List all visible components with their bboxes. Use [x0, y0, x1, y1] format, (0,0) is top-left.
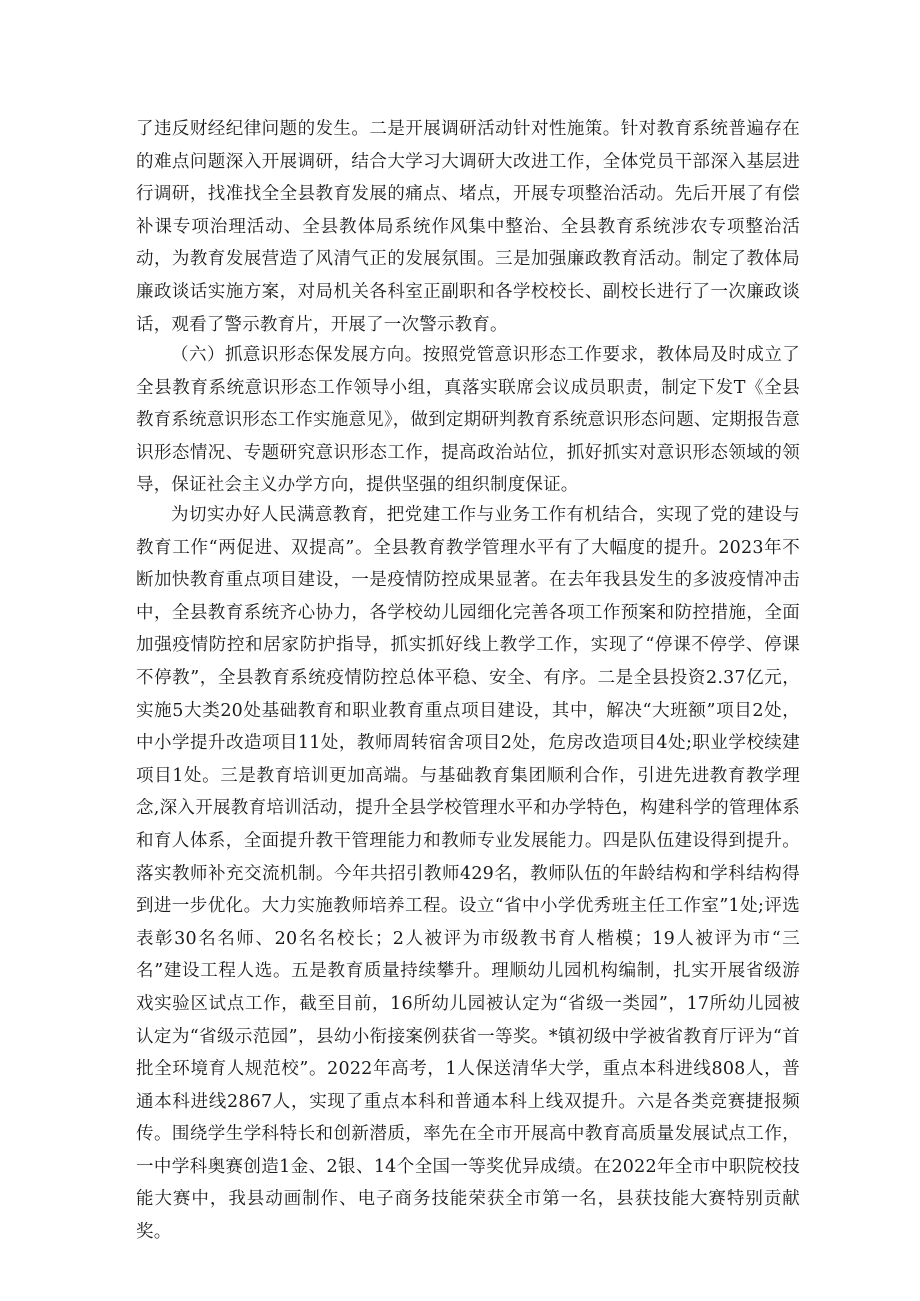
- paragraph-continuation: 了违反财经纪律问题的发生。二是开展调研活动针对性施策。针对教育系统普遍存在的难点问题深入开展调研，结合大学习大调研大改进工作，全体党员干部深入基层进行调研，找准找全全县教育发展的痛点、堵点，开展专项整治活动。先后开展了有偿补课专项治理活动、全县教体局系统作风集中整治、全县教育系统涉农专项整治活动，为教育发展营造了风清气正的发展氛围。三是加强廉政教育活动。制定了教体局廉政谈话实施方案，对局机关各科室正副职和各学校校长、副校长进行了一次廉政谈话，观看了警示教育片，开展了一次警示教育。: [136, 119, 800, 335]
- paragraph-ideology-work: （六）抓意识形态保发展方向。按照党管意识形态工作要求，教体局及时成立了全县教育系统意识形态工作领导小组，真落实联席会议成员职责，制定下发T《全县教育系统意识形态工作实施意见》，做到定期研判教育系统意识形态问题、定期报告意识形态情况、专题研究意识形态工作，提高政治站位，抓好抓实对意识形态领域的领导，保证社会主义办学方向，提供坚强的组织制度保证。: [136, 345, 800, 496]
- paragraph-education-achievements: 为切实办好人民满意教育，把党建工作与业务工作有机结合，实现了党的建设与教育工作“两促进、双提高”。全县教育教学管理水平有了大幅度的提升。2023年不断加快教育重点项目建设，一是疫情防控成果显著。在去年我县发生的多波疫情冲击中，全县教育系统齐心协力，各学校幼儿园细化完善各项工作预案和防控措施，全面加强疫情防控和居家防护指导，抓实抓好线上教学工作，实现了“停课不停学、停课不停教”，全县教育系统疫情防控总体平稳、安全、有序。二是全县投资2.37亿元，实施5大类20处基础教育和职业教育重点项目建设，其中，解决“大班额”项目2处，中小学提升改造项目11处，教师周转宿舍项目2处，危房改造项目4处;职业学校续建项目1处。三是教育培训更加高端。与基础教育集团顺利合作，引进先进教育教学理念,深入开展教育培训活动，提升全县学校管理水平和办学特色，构建科学的管理体系和育人体系，全面提升教干管理能力和教师专业发展能力。四是队伍建设得到提升。落实教师补充交流机制。今年共招引教师429名，教师队伍的年龄结构和学科结构得到进一步优化。大力实施教师培养工程。设立“省中小学优秀班主任工作室”1处;评选表彰30名名师、20名名校长；2人被评为市级教书育人楷模；19人被评为市“三名”建设工程人选。五是教育质量持续攀升。理顺幼儿园机构编制，扎实开展省级游戏实验区试点工作，截至目前，16所幼儿园被认定为“省级一类园”，17所幼儿园被认定为“省级示范园”，县幼小衔接案例获省一等奖。*镇初级中学被省教育厅评为“首批全环境育人规范校”。2022年高考，1人保送清华大学，重点本科进线808人，普通本科进线2867人，实现了重点本科和普通本科上线双提升。六是各类竞赛捷报频传。围绕学生学科特长和创新潜质，率先在全市开展高中教育高质量发展试点工作，一中学科奥赛创造1金、2银、14个全国一等奖优异成绩。在2022年全市中职院校技能大赛中，我县动画制作、电子商务技能荣获全市第一名，县获技能大赛特别贡献奖。: [136, 505, 800, 1243]
